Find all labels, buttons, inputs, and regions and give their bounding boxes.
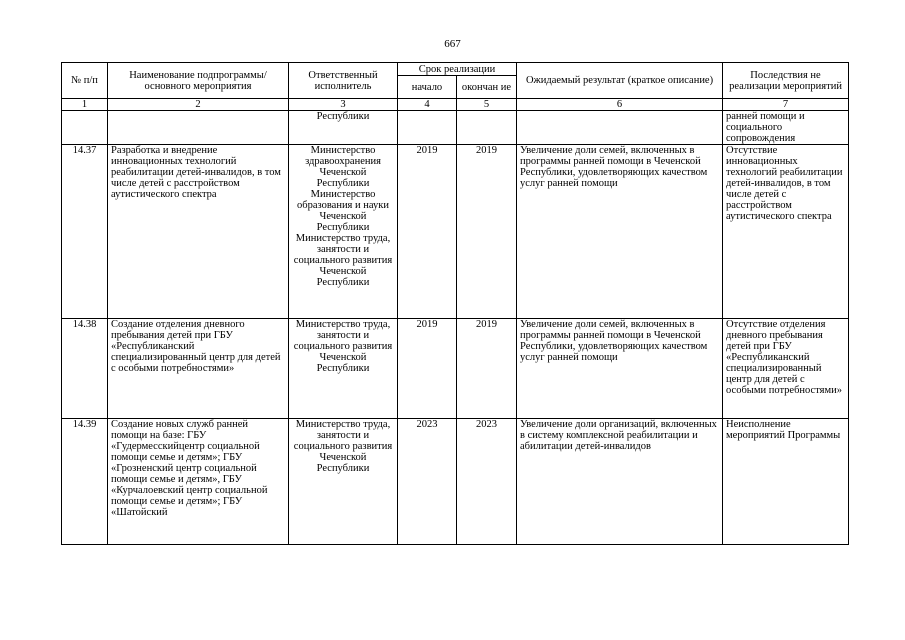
cell-consequences: Отсутствие инновационных технологий реабилитации детей-инвалидов, в том числе детей с расстройством аутистического спектра: [723, 145, 849, 319]
table-row: [62, 319, 849, 419]
column-number: 7: [723, 99, 849, 111]
cell-end: [457, 111, 517, 145]
cell-consequences: Неисполнение мероприятий Программы: [723, 419, 849, 545]
table-row: [62, 145, 849, 319]
cell-executor: Министерство труда, занятости и социального развития Чеченской Республики: [289, 319, 398, 419]
column-number-row: [62, 99, 849, 111]
header-row: [62, 63, 849, 76]
column-number: 1: [62, 99, 108, 111]
cell-name: Создание отделения дневного пребывания детей при ГБУ «Республиканский специализированный центр для детей с особыми потребностями»: [108, 319, 289, 419]
page-number: 667: [444, 38, 461, 50]
header-end: окончан ие: [457, 76, 517, 99]
cell-name: Разработка и внедрение инновационных технологий реабилитации детей-инвалидов, в том числе детей с расстройством аутистического спектра: [108, 145, 289, 319]
cell-start: 2019: [398, 145, 457, 319]
column-number: 6: [517, 99, 723, 111]
header-num: № п/п: [62, 63, 108, 99]
cell-name: [108, 111, 289, 145]
cell-start: 2019: [398, 319, 457, 419]
cell-end: 2019: [457, 145, 517, 319]
activities-table: [61, 62, 849, 545]
cell-start: 2023: [398, 419, 457, 545]
header-term: Срок реализации: [398, 63, 517, 76]
cell-executor: Министерство труда, занятости и социального развития Чеченской Республики: [289, 419, 398, 545]
table-row: [62, 419, 849, 545]
continuation-row: [62, 111, 849, 145]
cell-end: 2023: [457, 419, 517, 545]
header-consequences: Последствия не реализации мероприятий: [723, 63, 849, 99]
cell-end: 2019: [457, 319, 517, 419]
cell-num: 14.39: [62, 419, 108, 545]
column-number: 2: [108, 99, 289, 111]
cell-executor: Республики: [289, 111, 398, 145]
header-start: начало: [398, 76, 457, 99]
cell-start: [398, 111, 457, 145]
column-number: 3: [289, 99, 398, 111]
cell-consequences: Отсутствие отделения дневного пребывания детей при ГБУ «Республиканский специализированный центр для детей с особыми потребностями»: [723, 319, 849, 419]
column-number: 5: [457, 99, 517, 111]
cell-num: 14.38: [62, 319, 108, 419]
cell-num: 14.37: [62, 145, 108, 319]
header-executor: Ответственный исполнитель: [289, 63, 398, 99]
cell-name: Создание новых служб ранней помощи на базе: ГБУ «Гудермесскийцентр социальной помощи семье и детям»; ГБУ «Грозненский центр социальной помощи семье и детям», ГБУ «Курчалоевский центр социальной помощи семье и детям»; ГБУ «Шатойский: [108, 419, 289, 545]
cell-num: [62, 111, 108, 145]
cell-consequences: ранней помощи и социального сопровождения: [723, 111, 849, 145]
cell-result: [517, 111, 723, 145]
cell-result: Увеличение доли семей, включенных в программы ранней помощи в Чеченской Республики, удовлетворяющих качеством услуг ранней помощи: [517, 145, 723, 319]
cell-result: Увеличение доли семей, включенных в программы ранней помощи в Чеченской Республики, удовлетворяющих качеством услуг ранней помощи: [517, 319, 723, 419]
cell-result: Увеличение доли организаций, включенных в систему комплексной реабилитации и абилитации детей-инвалидов: [517, 419, 723, 545]
column-number: 4: [398, 99, 457, 111]
cell-executor: Министерство здравоохранения Чеченской Республики Министерство образования и науки Чеченской Республики Министерство труда, занятости и социального развития Чеченской Республики: [289, 145, 398, 319]
header-result: Ожидаемый результат (краткое описание): [517, 63, 723, 99]
header-name: Наименование подпрограммы/ основного мероприятия: [108, 63, 289, 99]
